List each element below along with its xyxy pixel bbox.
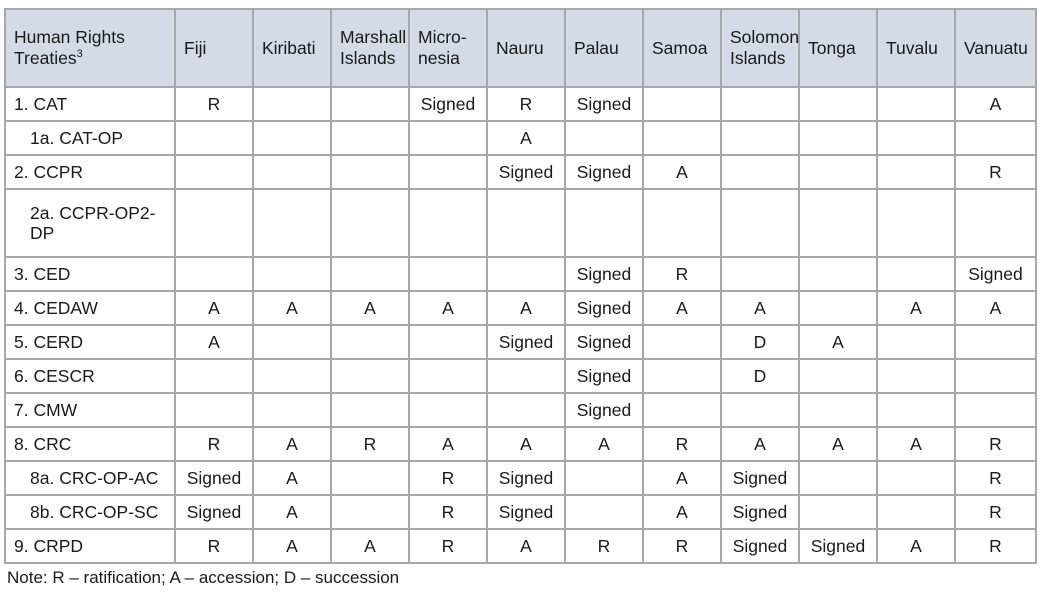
table-row (5, 495, 1036, 529)
status-cell (877, 393, 955, 427)
treaty-label: 8b. CRC-OP-SC (5, 495, 175, 529)
status-cell (409, 393, 487, 427)
status-cell (799, 393, 877, 427)
treaty-status-table (4, 8, 1037, 564)
table-row (5, 461, 1036, 495)
status-cell: A (643, 291, 721, 325)
status-cell (877, 325, 955, 359)
status-cell: Signed (799, 529, 877, 563)
status-cell: R (643, 529, 721, 563)
treaty-label: 5. CERD (5, 325, 175, 359)
status-cell: Signed (565, 393, 643, 427)
status-cell: Signed (487, 461, 565, 495)
status-cell: A (253, 529, 331, 563)
status-cell: R (175, 87, 253, 121)
status-cell: R (409, 495, 487, 529)
status-cell (799, 461, 877, 495)
status-cell (565, 461, 643, 495)
status-cell (565, 121, 643, 155)
status-cell: Signed (565, 87, 643, 121)
status-cell (487, 359, 565, 393)
status-cell: A (175, 291, 253, 325)
status-cell (799, 87, 877, 121)
status-cell: A (643, 495, 721, 529)
status-cell (799, 155, 877, 189)
table-row (5, 359, 1036, 393)
status-cell (799, 121, 877, 155)
table-row (5, 529, 1036, 563)
table-row (5, 427, 1036, 461)
column-header: Vanuatu (955, 9, 1036, 87)
corner-header (5, 9, 175, 87)
status-cell (643, 189, 721, 257)
status-cell: R (643, 257, 721, 291)
status-cell: Signed (487, 325, 565, 359)
status-cell: R (175, 529, 253, 563)
treaty-label: 4. CEDAW (5, 291, 175, 325)
status-cell: Signed (409, 87, 487, 121)
treaty-label: 7. CMW (5, 393, 175, 427)
status-cell (877, 257, 955, 291)
status-cell: R (409, 461, 487, 495)
status-cell (877, 121, 955, 155)
column-header: Tuvalu (877, 9, 955, 87)
status-cell (955, 393, 1036, 427)
status-cell (643, 393, 721, 427)
status-cell (331, 359, 409, 393)
table-row (5, 121, 1036, 155)
status-cell (643, 359, 721, 393)
status-cell: A (253, 461, 331, 495)
status-cell (175, 155, 253, 189)
status-cell (643, 121, 721, 155)
status-cell (409, 325, 487, 359)
status-cell (253, 121, 331, 155)
status-cell (877, 87, 955, 121)
status-cell: Signed (565, 257, 643, 291)
header-row (5, 9, 1036, 87)
status-cell: A (253, 427, 331, 461)
status-cell: R (955, 495, 1036, 529)
status-cell (721, 87, 799, 121)
status-cell: R (955, 155, 1036, 189)
status-cell: A (487, 121, 565, 155)
status-cell (175, 393, 253, 427)
status-cell: Signed (487, 495, 565, 529)
status-cell (409, 189, 487, 257)
status-cell (487, 189, 565, 257)
corner-label: Human Rights Treaties (14, 27, 125, 68)
status-cell (331, 257, 409, 291)
status-cell (331, 121, 409, 155)
status-cell: A (409, 291, 487, 325)
column-header: Solomon Islands (721, 9, 799, 87)
table-row (5, 87, 1036, 121)
status-cell (487, 393, 565, 427)
status-cell: Signed (565, 155, 643, 189)
treaty-label: 1. CAT (5, 87, 175, 121)
status-cell (565, 189, 643, 257)
status-cell (253, 189, 331, 257)
status-cell: A (877, 529, 955, 563)
treaty-label: 9. CRPD (5, 529, 175, 563)
treaty-label: 6. CESCR (5, 359, 175, 393)
status-cell (955, 189, 1036, 257)
table-body (5, 87, 1036, 563)
status-cell (643, 325, 721, 359)
status-cell: A (877, 291, 955, 325)
status-cell (721, 155, 799, 189)
status-cell (799, 189, 877, 257)
table-row (5, 291, 1036, 325)
status-cell (721, 257, 799, 291)
column-header: Fiji (175, 9, 253, 87)
status-cell: A (253, 495, 331, 529)
status-cell (955, 121, 1036, 155)
treaty-label: 8a. CRC-OP-AC (5, 461, 175, 495)
status-cell: A (721, 291, 799, 325)
status-cell (253, 393, 331, 427)
status-cell (799, 291, 877, 325)
status-cell: A (643, 461, 721, 495)
status-cell (877, 461, 955, 495)
status-cell (409, 359, 487, 393)
status-cell: Signed (175, 461, 253, 495)
status-cell: Signed (565, 325, 643, 359)
status-cell: Signed (565, 359, 643, 393)
status-cell (877, 155, 955, 189)
status-cell: A (331, 291, 409, 325)
column-header: Samoa (643, 9, 721, 87)
status-cell: A (487, 291, 565, 325)
status-cell: A (643, 155, 721, 189)
status-cell (331, 189, 409, 257)
status-cell: Signed (487, 155, 565, 189)
status-cell (331, 87, 409, 121)
status-cell: R (331, 427, 409, 461)
status-cell: Signed (175, 495, 253, 529)
status-cell: R (409, 529, 487, 563)
status-cell (643, 87, 721, 121)
status-cell: R (955, 529, 1036, 563)
footnote-marker: 3 (76, 48, 83, 61)
status-cell: A (799, 325, 877, 359)
status-cell (955, 359, 1036, 393)
status-cell (331, 155, 409, 189)
status-cell: Signed (721, 495, 799, 529)
column-header: Tonga (799, 9, 877, 87)
status-cell (799, 257, 877, 291)
status-cell (331, 495, 409, 529)
treaty-table-container (4, 8, 1035, 588)
status-cell: A (877, 427, 955, 461)
status-cell (331, 393, 409, 427)
status-cell (877, 189, 955, 257)
status-cell: A (175, 325, 253, 359)
status-cell (799, 495, 877, 529)
treaty-label: 2a. CCPR-OP2-DP (5, 189, 175, 257)
status-cell: A (799, 427, 877, 461)
status-cell: A (565, 427, 643, 461)
status-cell (253, 257, 331, 291)
status-cell: Signed (721, 529, 799, 563)
status-cell: Signed (721, 461, 799, 495)
status-cell: R (487, 87, 565, 121)
column-header: Kiribati (253, 9, 331, 87)
status-cell (253, 155, 331, 189)
status-cell: D (721, 325, 799, 359)
status-cell (565, 495, 643, 529)
status-cell (331, 325, 409, 359)
status-cell: Signed (955, 257, 1036, 291)
status-cell (877, 359, 955, 393)
status-cell: A (487, 529, 565, 563)
status-cell: A (721, 427, 799, 461)
status-cell: A (253, 291, 331, 325)
status-cell (721, 393, 799, 427)
table-row (5, 155, 1036, 189)
table-row (5, 189, 1036, 257)
status-cell (175, 189, 253, 257)
treaty-label: 1a. CAT-OP (5, 121, 175, 155)
column-header: Palau (565, 9, 643, 87)
status-cell: R (643, 427, 721, 461)
status-cell (955, 325, 1036, 359)
status-cell (253, 325, 331, 359)
treaty-label: 2. CCPR (5, 155, 175, 189)
status-cell (487, 257, 565, 291)
status-cell: A (955, 291, 1036, 325)
table-row (5, 257, 1036, 291)
status-cell (175, 359, 253, 393)
status-cell (253, 87, 331, 121)
status-cell: A (955, 87, 1036, 121)
status-cell (721, 189, 799, 257)
status-cell: D (721, 359, 799, 393)
table-row (5, 325, 1036, 359)
status-cell (175, 121, 253, 155)
status-cell: A (409, 427, 487, 461)
column-header: Micro-nesia (409, 9, 487, 87)
status-cell (877, 495, 955, 529)
status-cell: A (331, 529, 409, 563)
status-cell: A (487, 427, 565, 461)
column-header: Nauru (487, 9, 565, 87)
status-cell (409, 257, 487, 291)
status-cell: R (565, 529, 643, 563)
status-cell: R (955, 427, 1036, 461)
status-cell: Signed (565, 291, 643, 325)
table-note: Note: R – ratification; A – accession; D – succession (7, 568, 400, 587)
status-cell (721, 121, 799, 155)
status-cell (331, 461, 409, 495)
table-row (5, 393, 1036, 427)
status-cell (409, 121, 487, 155)
status-cell (409, 155, 487, 189)
status-cell: R (175, 427, 253, 461)
column-header: Marshall Islands (331, 9, 409, 87)
status-cell: R (955, 461, 1036, 495)
status-cell (253, 359, 331, 393)
status-cell (799, 359, 877, 393)
treaty-label: 8. CRC (5, 427, 175, 461)
status-cell (175, 257, 253, 291)
treaty-label: 3. CED (5, 257, 175, 291)
